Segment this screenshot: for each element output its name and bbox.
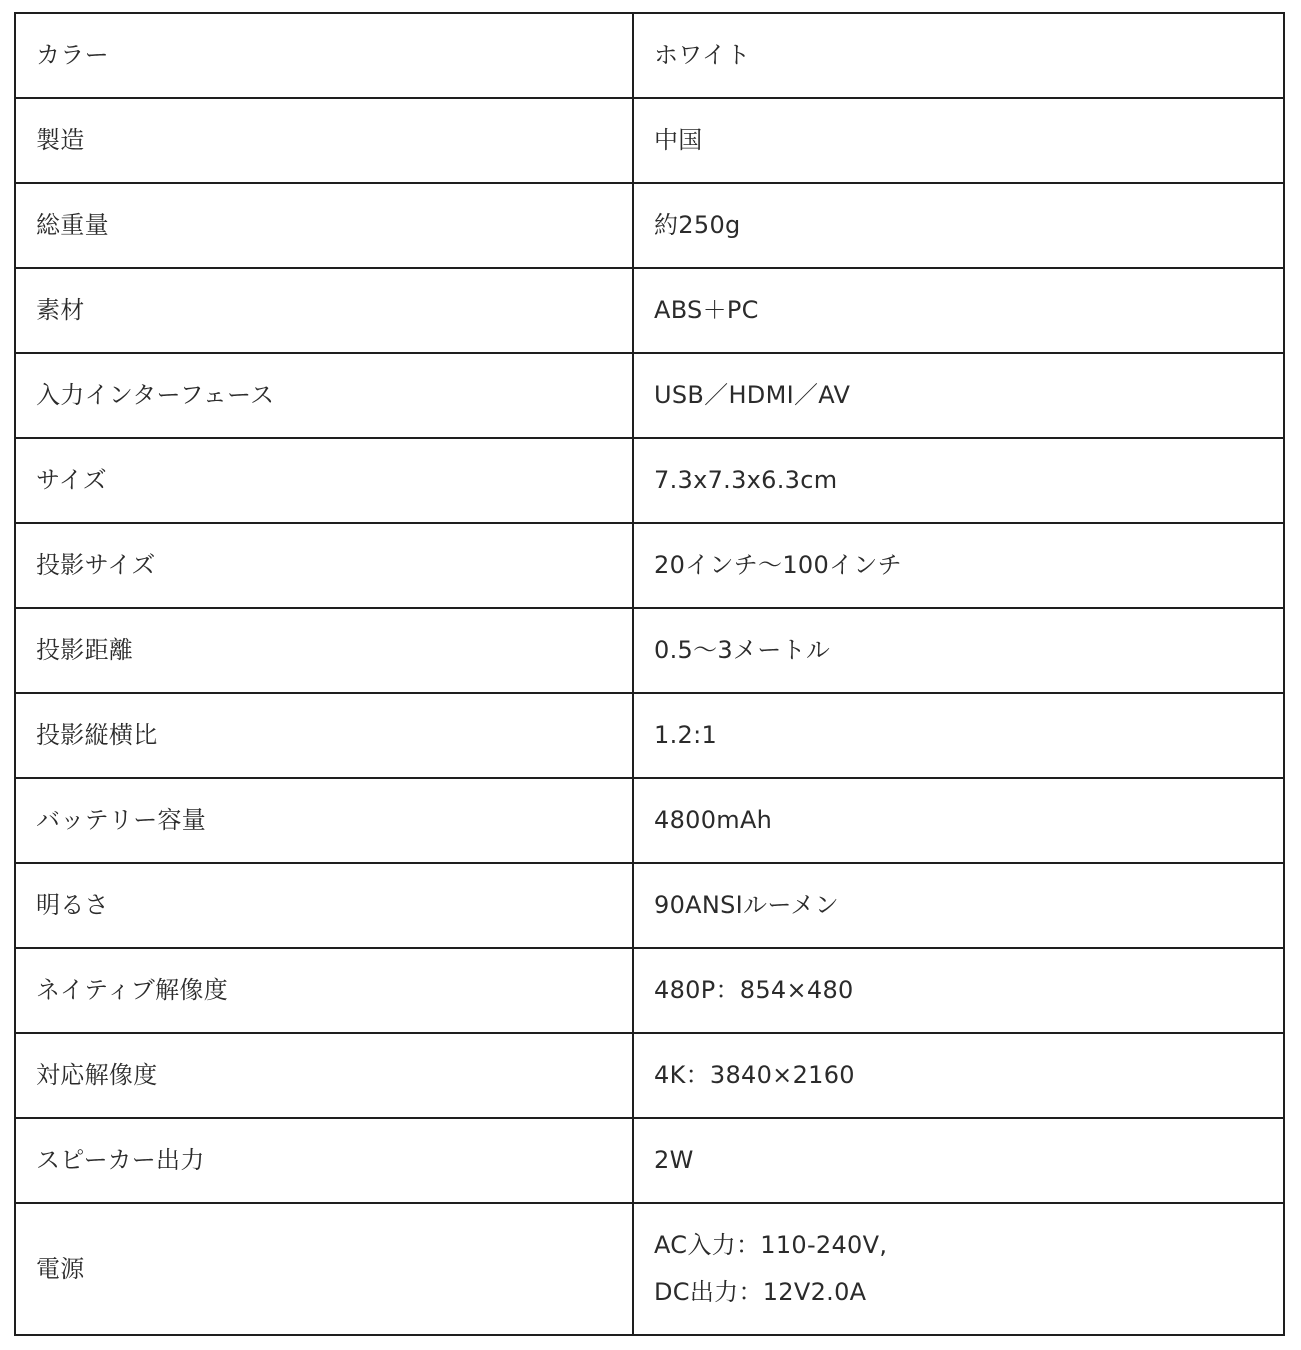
spec-value-line: DC出力：12V2.0A [654, 1278, 867, 1306]
spec-value-line: AC入力：110-240V, [654, 1231, 888, 1259]
spec-label: 総重量 [15, 183, 633, 268]
spec-label: 投影縦横比 [15, 693, 633, 778]
spec-value: 2W [633, 1118, 1284, 1203]
table-row [15, 438, 1284, 523]
table-row [15, 1033, 1284, 1118]
spec-value: 0.5〜3メートル [633, 608, 1284, 693]
spec-value: 4K：3840×2160 [633, 1033, 1284, 1118]
spec-table [14, 12, 1285, 1336]
spec-value: 4800mAh [633, 778, 1284, 863]
spec-label: 電源 [15, 1203, 633, 1335]
table-row [15, 863, 1284, 948]
table-row [15, 183, 1284, 268]
table-row [15, 13, 1284, 98]
spec-label: カラー [15, 13, 633, 98]
spec-value: 1.2:1 [633, 693, 1284, 778]
table-row [15, 523, 1284, 608]
spec-label: 入力インターフェース [15, 353, 633, 438]
spec-label: 投影距離 [15, 608, 633, 693]
spec-value [633, 1203, 1284, 1335]
spec-label: 対応解像度 [15, 1033, 633, 1118]
spec-label: バッテリー容量 [15, 778, 633, 863]
table-row [15, 1118, 1284, 1203]
spec-value: 20インチ〜100インチ [633, 523, 1284, 608]
spec-label: 製造 [15, 98, 633, 183]
table-row [15, 693, 1284, 778]
spec-label: サイズ [15, 438, 633, 523]
table-row [15, 353, 1284, 438]
spec-value: 480P：854×480 [633, 948, 1284, 1033]
table-row [15, 948, 1284, 1033]
spec-label: 明るさ [15, 863, 633, 948]
spec-value: ABS＋PC [633, 268, 1284, 353]
table-row [15, 778, 1284, 863]
table-row [15, 608, 1284, 693]
spec-value: 7.3x7.3x6.3cm [633, 438, 1284, 523]
spec-value: 90ANSIルーメン [633, 863, 1284, 948]
spec-value: 約250g [633, 183, 1284, 268]
spec-label: ネイティブ解像度 [15, 948, 633, 1033]
spec-value: USB／HDMI／AV [633, 353, 1284, 438]
table-row [15, 268, 1284, 353]
table-row [15, 98, 1284, 183]
spec-label: 投影サイズ [15, 523, 633, 608]
spec-label: スピーカー出力 [15, 1118, 633, 1203]
spec-label: 素材 [15, 268, 633, 353]
table-row [15, 1203, 1284, 1335]
spec-value: ホワイト [633, 13, 1284, 98]
spec-value: 中国 [633, 98, 1284, 183]
